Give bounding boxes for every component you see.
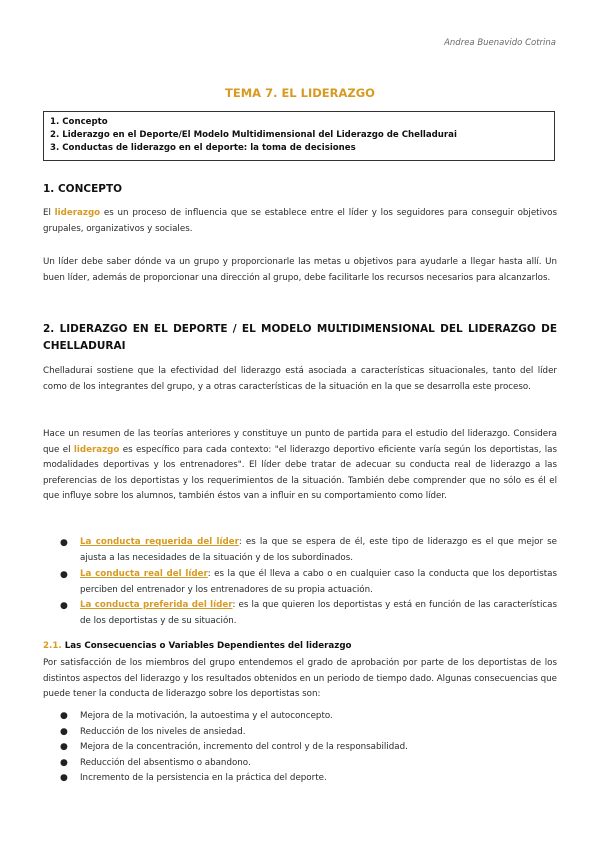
toc-item: 1. Concepto [50, 117, 108, 127]
bullet-term: La conducta requerida del líder [80, 537, 239, 547]
document-title: TEMA 7. EL LIDERAZGO [225, 86, 375, 100]
bullet-icon: ● [60, 711, 68, 721]
bullet-icon: ● [60, 538, 68, 548]
bullet-icon: ● [60, 773, 68, 784]
section-2-1-heading: 2.1. Las Consecuencias o Variables Dependientes del liderazgo [43, 641, 352, 651]
bullet-icon: ● [60, 757, 68, 768]
toc-item: 3. Conductas de liderazgo en el deporte: la toma de decisiones [50, 143, 356, 153]
section-2-heading: 2. LIDERAZGO EN EL DEPORTE / EL MODELO MULTIDIMENSIONAL DEL LIDERAZGO DE CHELLADURAI [43, 323, 557, 352]
bullet-item: ● La conducta real del líder: es la que él lleva a cabo o en cualquier caso la conducta que los deportistas perciben del entrenador y los entrenadores de su propia actuación. [60, 569, 557, 595]
toc-item: 2. Liderazgo en el Deporte/El Modelo Multidimensional del Liderazgo de Chelladurai [50, 130, 457, 140]
bullet-item: ● La conducta preferida del líder: es la que quieren los deportistas y está en función de las características de los deportistas y de su situación. [60, 600, 557, 626]
section-1-paragraph-2: Un líder debe saber dónde va un grupo y proporcionarle las metas u objetivos para ayudarle a llegar hasta allí. Un buen líder, además de proporcionar una dirección al grupo, debe facilitarle los recursos necesarios para alcanzarlos. [43, 257, 557, 283]
bullet-icon: ● [60, 570, 68, 580]
section-2-1-paragraph: Por satisfacción de los miembros del grupo entendemos el grado de aprobación por parte de los deportistas de los distintos aspectos del liderazgo y los resultados obtenidos en un periodo de tiempo dado. Algunas consecuencias que puede tener la conducta de liderazgo sobre los deportistas son: [43, 658, 557, 700]
bullet-icon: ● [60, 742, 68, 753]
bullet-term: La conducta real del líder [80, 569, 208, 579]
consequences-list [60, 709, 557, 787]
list-item: ● Mejora de la concentración, incremento del control y de la responsabilidad. [80, 740, 557, 756]
author-name: Andrea Buenavido Cotrina [444, 38, 556, 48]
section-2-paragraph-2: Hace un resumen de las teorías anteriores y constituye un punto de partida para el estudio del liderazgo. Considera que el liderazgo es específico para cada contexto: "el liderazgo deportivo eficiente varía según los deportistas, las modalidades deportivas y los entrenadores". El líder debe tratar de adecuar su conducta real de liderazgo a las preferencias de los deportistas y los requerimientos de la situación. También debe comprender que no sólo es él el que influye sobre los alumnos, también éstos van a influir en su comportamiento como líder. [43, 429, 557, 502]
bullet-icon: ● [60, 601, 68, 611]
bullet-icon: ● [60, 726, 68, 737]
section-1-paragraph-1: El liderazgo es un proceso de influencia que se establece entre el líder y los seguidores para conseguir objetivos grupales, organizativos y sociales. [43, 208, 557, 234]
bullet-term: La conducta preferida del líder [80, 600, 233, 610]
bullet-item: ● La conducta requerida del líder: es la que se espera de él, este tipo de liderazgo es el que mejor se ajusta a las necesidades de la situación y de los subordinados. [60, 537, 557, 563]
table-of-contents [43, 111, 555, 161]
section-1-heading: 1. CONCEPTO [43, 183, 123, 195]
list-item: ● Reducción del absentismo o abandono. [80, 756, 557, 772]
highlight-term: liderazgo [54, 208, 101, 218]
list-item: ● Reducción de los niveles de ansiedad. [80, 725, 557, 741]
list-item: ● Incremento de la persistencia en la práctica del deporte. [80, 771, 557, 787]
list-item: ● Mejora de la motivación, la autoestima y el autoconcepto. [80, 709, 557, 725]
highlight-term: liderazgo [73, 444, 120, 455]
section-2-paragraph-1: Chelladurai sostiene que la efectividad del liderazgo está asociada a características situacionales, tanto del líder como de los integrantes del grupo, y a otras características de la situación en la que se desarrolla este proceso. [43, 366, 557, 392]
